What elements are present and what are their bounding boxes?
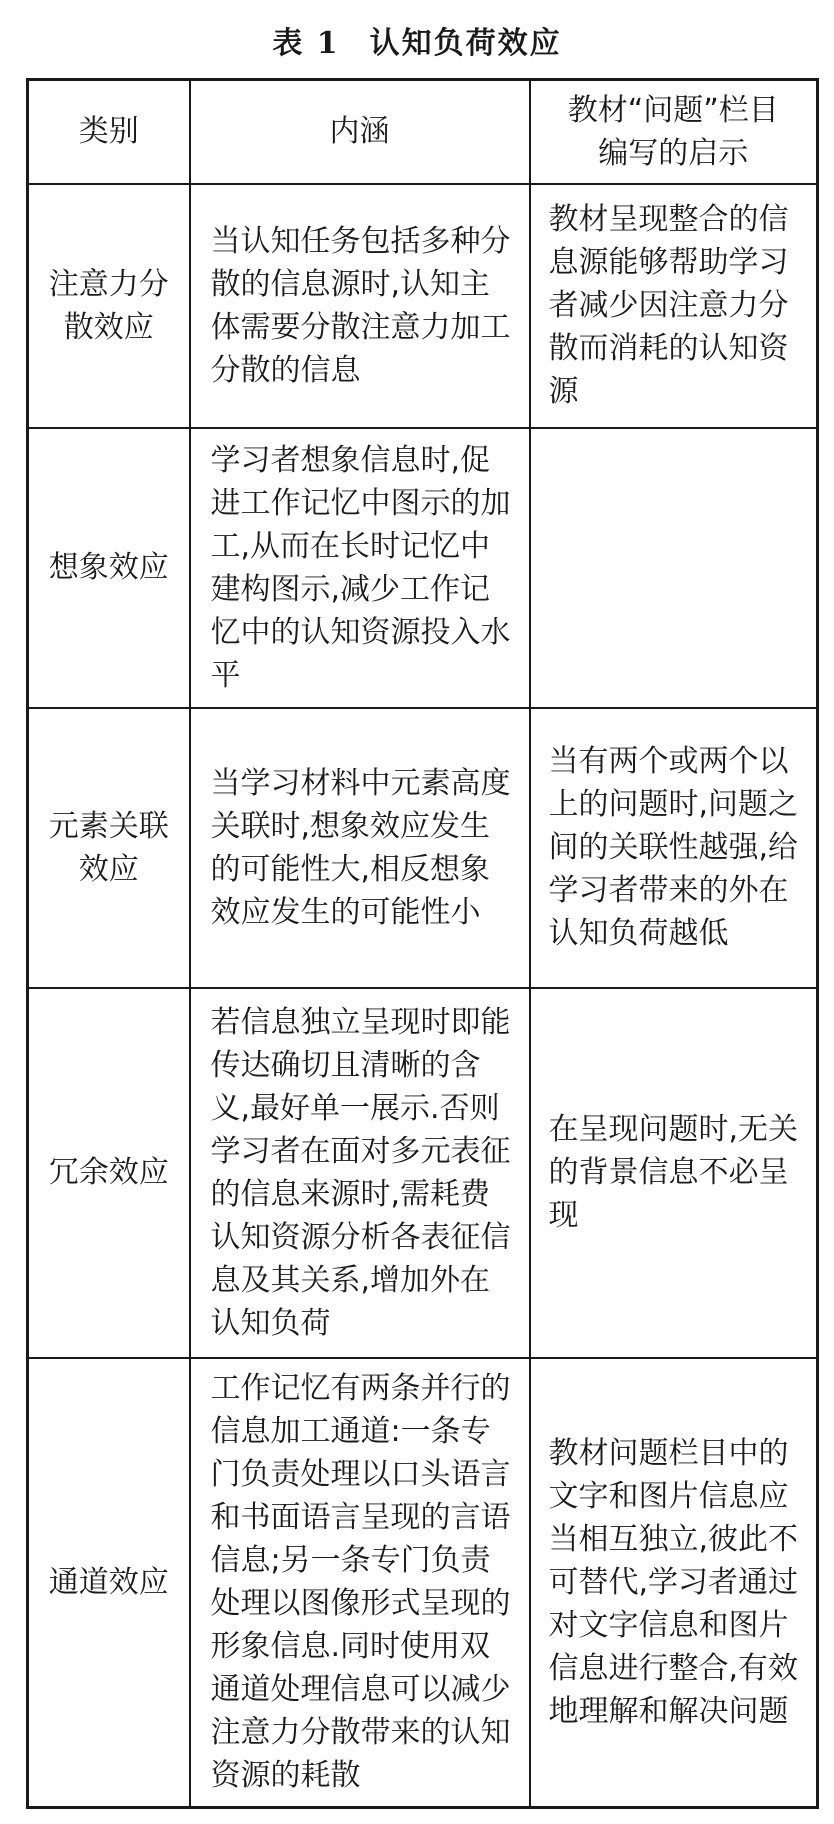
table-number: 表 1 [272,26,340,61]
table-title: 认知负荷效应 [369,26,562,61]
inspiration-cell: 教材问题栏目中的文字和图片信息应当相互独立,彼此不可替代,学习者通过对文字信息和图片信息进行整合,有效地理解和解决问题 [530,1358,818,1808]
inspiration-cell: 在呈现问题时,无关的背景信息不必呈现 [530,988,818,1358]
meaning-cell: 工作记忆有两条并行的信息加工通道:一条专门负责处理以口头语言和书面语言呈现的言语信息;另一条专门负责处理以图像形式呈现的形象信息.同时使用双通道处理信息可以减少注意力分散带来的认知资源的耗散 [190,1358,530,1808]
meaning-cell: 当认知任务包括多种分散的信息源时,认知主体需要分散注意力加工分散的信息 [190,184,530,428]
category-cell: 冗余效应 [28,988,190,1358]
inspiration-cell [530,428,818,708]
table-row [28,428,818,708]
table-row [28,988,818,1358]
table-row [28,708,818,988]
header-meaning: 内涵 [190,80,530,184]
category-cell: 想象效应 [28,428,190,708]
category-cell: 通道效应 [28,1358,190,1808]
category-cell: 注意力分散效应 [28,184,190,428]
header-category: 类别 [28,80,190,184]
cognitive-load-effects-table [26,78,819,1809]
table-header-row [28,80,818,184]
table-row [28,184,818,428]
inspiration-cell: 当有两个或两个以上的问题时,问题之间的关联性越强,给学习者带来的外在认知负荷越低 [530,708,818,988]
meaning-cell: 学习者想象信息时,促进工作记忆中图示的加工,从而在长时记忆中建构图示,减少工作记忆中的认知资源投入水平 [190,428,530,708]
meaning-cell: 若信息独立呈现时即能传达确切且清晰的含义,最好单一展示.否则学习者在面对多元表征的信息来源时,需耗费认知资源分析各表征信息及其关系,增加外在认知负荷 [190,988,530,1358]
meaning-cell: 当学习材料中元素高度关联时,想象效应发生的可能性大,相反想象效应发生的可能性小 [190,708,530,988]
table-caption [0,18,834,62]
category-cell: 元素关联效应 [28,708,190,988]
table-row [28,1358,818,1808]
inspiration-cell: 教材呈现整合的信息源能够帮助学习者减少因注意力分散而消耗的认知资源 [530,184,818,428]
header-inspiration: 教材“问题”栏目编写的启示 [530,80,818,184]
